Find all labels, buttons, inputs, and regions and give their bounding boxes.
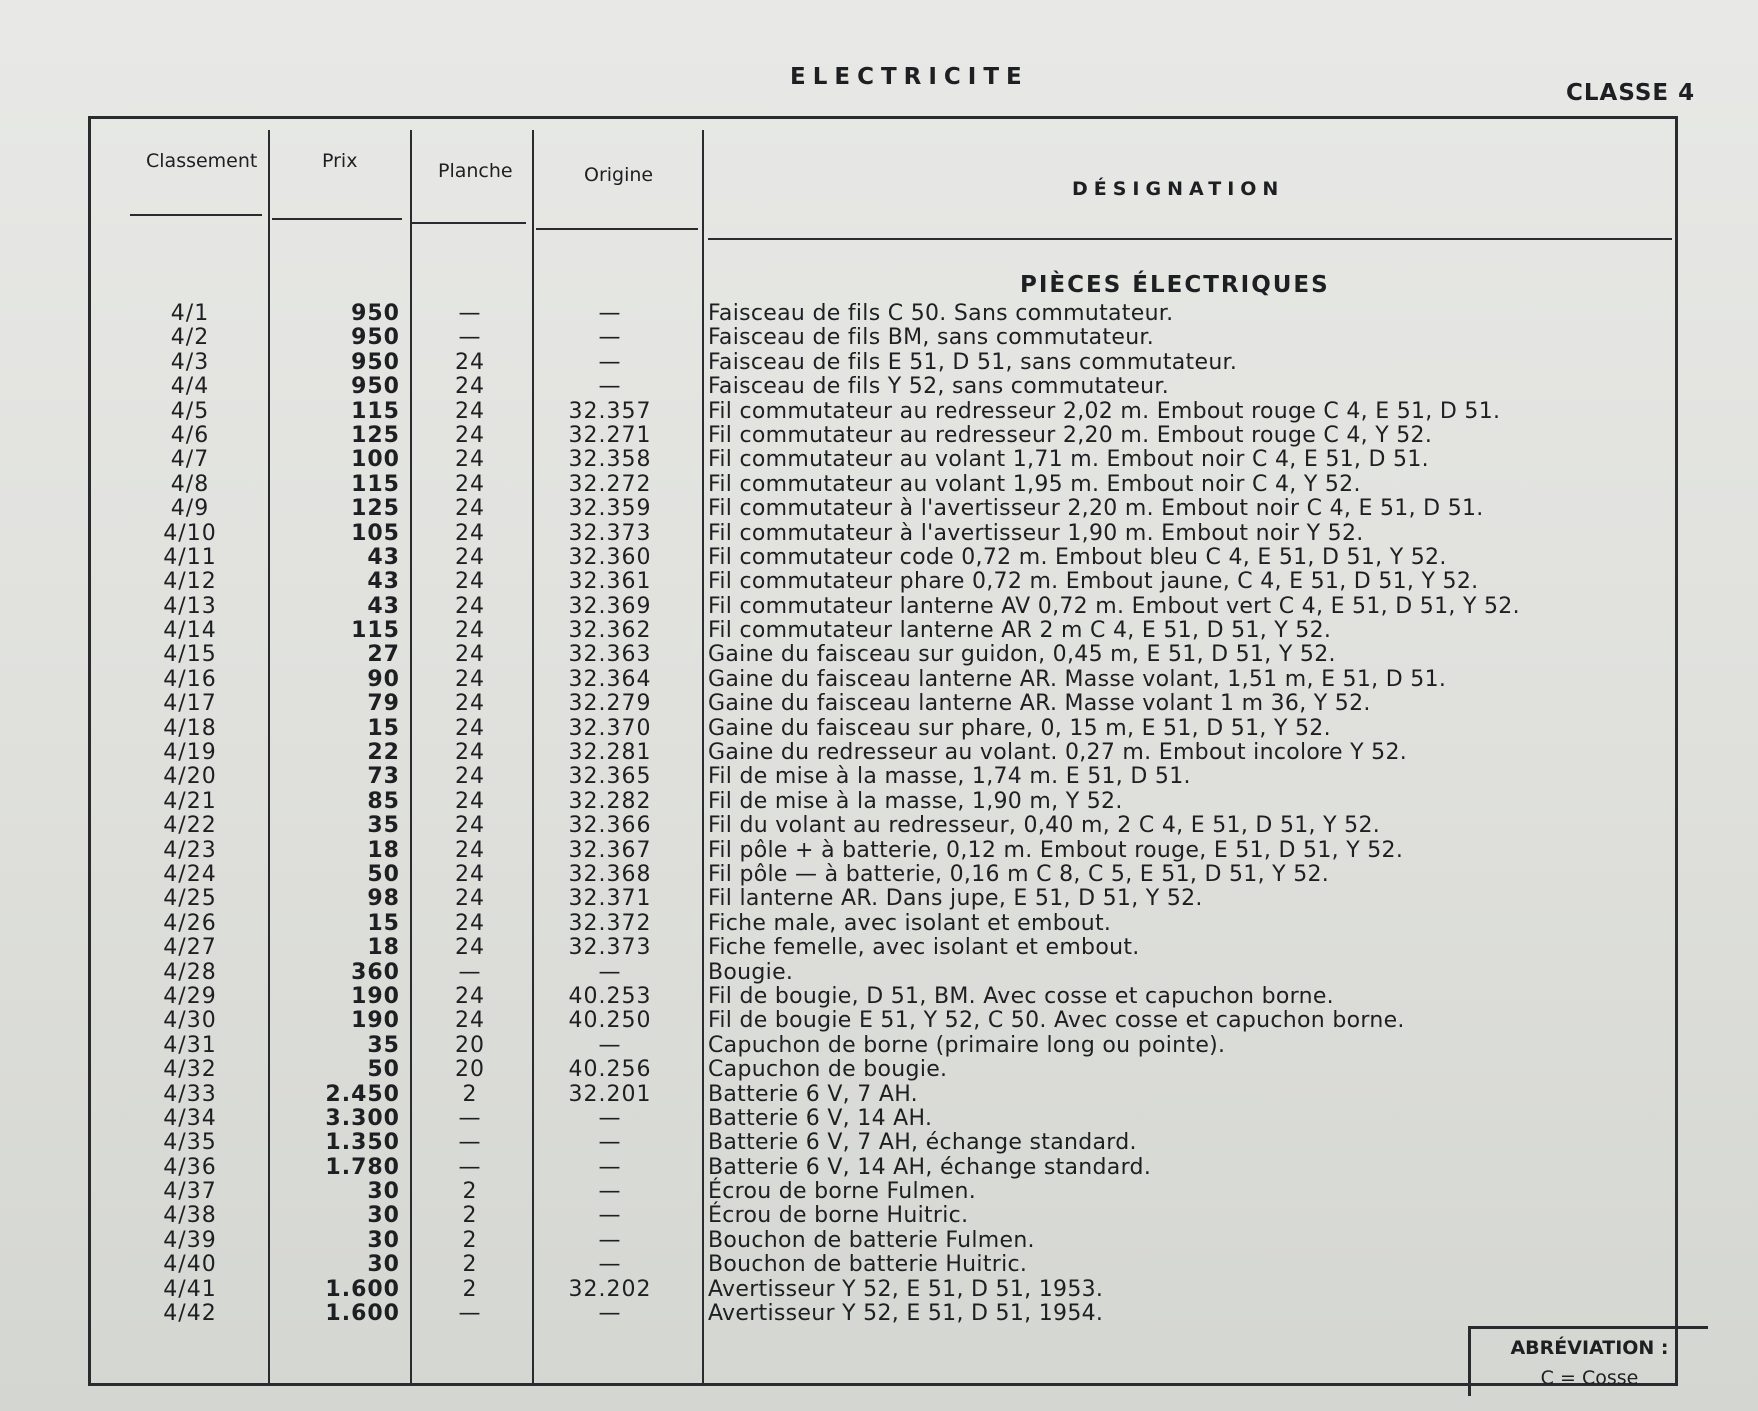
- row-classement: 4/41: [163, 1276, 217, 1302]
- row-prix: 85: [367, 788, 400, 814]
- row-planche: 24: [455, 593, 485, 619]
- row-prix: 15: [367, 910, 400, 936]
- row-planche: 24: [455, 691, 485, 717]
- table-row: [0, 522, 1758, 546]
- row-origine: 32.282: [568, 788, 652, 814]
- table-row: [0, 668, 1758, 692]
- row-designation: Capuchon de bougie.: [708, 1057, 948, 1083]
- row-planche: 24: [455, 935, 485, 961]
- row-prix: 190: [351, 1008, 400, 1034]
- row-origine: 32.358: [568, 447, 652, 473]
- row-prix: 79: [367, 691, 400, 717]
- row-classement: 4/38: [163, 1203, 217, 1229]
- row-prix: 22: [367, 740, 400, 766]
- row-classement: 4/8: [170, 471, 210, 497]
- row-prix: 115: [351, 618, 400, 644]
- row-classement: 4/31: [163, 1032, 217, 1058]
- table-row: [0, 1253, 1758, 1277]
- table-row: [0, 302, 1758, 326]
- row-classement: 4/33: [163, 1081, 217, 1107]
- row-designation: Fil du volant au redresseur, 0,40 m, 2 C 4, E 51, D 51, Y 52.: [708, 813, 1381, 839]
- row-origine: 32.373: [568, 935, 652, 961]
- row-origine: 32.362: [568, 618, 652, 644]
- row-origine: 32.371: [568, 886, 652, 912]
- row-designation: Batterie 6 V, 7 AH, échange standard.: [708, 1130, 1137, 1156]
- row-planche: 24: [455, 837, 485, 863]
- row-prix: 30: [367, 1252, 400, 1278]
- row-designation: Gaine du faisceau lanterne AR. Masse volant 1 m 36, Y 52.: [708, 691, 1371, 717]
- row-classement: 4/13: [163, 593, 217, 619]
- row-designation: Fil de mise à la masse, 1,90 m, Y 52.: [708, 788, 1123, 814]
- row-designation: Écrou de borne Fulmen.: [708, 1179, 977, 1205]
- table-row: [0, 326, 1758, 350]
- row-origine: 32.272: [568, 471, 652, 497]
- abbreviation-text: C = Cosse: [1540, 1367, 1639, 1389]
- row-classement: 4/21: [163, 788, 217, 814]
- row-prix: 1.600: [325, 1301, 400, 1327]
- header-designation: DÉSIGNATION: [1072, 178, 1285, 200]
- row-prix: 190: [351, 983, 400, 1009]
- row-origine: —: [598, 1154, 622, 1180]
- row-designation: Faisceau de fils Y 52, sans commutateur.: [708, 374, 1170, 400]
- row-classement: 4/42: [163, 1301, 217, 1327]
- row-designation: Fil de bougie E 51, Y 52, C 50. Avec cosse et capuchon borne.: [708, 1008, 1405, 1034]
- row-classement: 4/30: [163, 1008, 217, 1034]
- table-row: [0, 814, 1758, 838]
- row-designation: Batterie 6 V, 7 AH.: [708, 1081, 918, 1107]
- row-prix: 950: [351, 374, 400, 400]
- row-planche: 24: [455, 715, 485, 741]
- table-row: [0, 936, 1758, 960]
- table-row: [0, 1156, 1758, 1180]
- row-prix: 35: [367, 813, 400, 839]
- row-planche: 20: [455, 1032, 485, 1058]
- row-designation: Fil pôle + à batterie, 0,12 m. Embout rouge, E 51, D 51, Y 52.: [708, 837, 1404, 863]
- row-prix: 950: [351, 349, 400, 375]
- row-planche: 24: [455, 398, 485, 424]
- row-designation: Batterie 6 V, 14 AH.: [708, 1105, 933, 1131]
- row-planche: 20: [455, 1057, 485, 1083]
- row-designation: Fil lanterne AR. Dans jupe, E 51, D 51, Y 52.: [708, 886, 1203, 912]
- table-row: [0, 863, 1758, 887]
- row-origine: —: [598, 959, 622, 985]
- row-planche: 24: [455, 740, 485, 766]
- row-classement: 4/22: [163, 813, 217, 839]
- row-prix: 1.780: [325, 1154, 400, 1180]
- row-classement: 4/15: [163, 642, 217, 668]
- table-row: [0, 619, 1758, 643]
- row-classement: 4/12: [163, 569, 217, 595]
- row-origine: 32.373: [568, 520, 652, 546]
- row-origine: —: [598, 1130, 622, 1156]
- row-planche: 2: [462, 1179, 478, 1205]
- row-designation: Bougie.: [708, 959, 794, 985]
- row-classement: 4/19: [163, 740, 217, 766]
- row-designation: Gaine du redresseur au volant. 0,27 m. Embout incolore Y 52.: [708, 740, 1408, 766]
- row-prix: 950: [351, 325, 400, 351]
- row-planche: 24: [455, 520, 485, 546]
- row-origine: 32.363: [568, 642, 652, 668]
- row-origine: 32.201: [568, 1081, 652, 1107]
- header-planche: Planche: [438, 160, 513, 182]
- row-designation: Fil commutateur au redresseur 2,02 m. Embout rouge C 4, E 51, D 51.: [708, 398, 1501, 424]
- row-planche: 24: [455, 886, 485, 912]
- row-designation: Faisceau de fils E 51, D 51, sans commutateur.: [708, 349, 1238, 375]
- header-rule: [412, 222, 526, 224]
- row-designation: Fil commutateur à l'avertisseur 2,20 m. Embout noir C 4, E 51, D 51.: [708, 496, 1484, 522]
- row-classement: 4/6: [170, 422, 210, 448]
- row-origine: 32.368: [568, 861, 652, 887]
- row-planche: 24: [455, 544, 485, 570]
- row-planche: 2: [462, 1227, 478, 1253]
- row-designation: Avertisseur Y 52, E 51, D 51, 1954.: [708, 1301, 1104, 1327]
- row-classement: 4/17: [163, 691, 217, 717]
- row-prix: 18: [367, 837, 400, 863]
- row-designation: Fil pôle — à batterie, 0,16 m C 8, C 5, E 51, D 51, Y 52.: [708, 861, 1330, 887]
- row-classement: 4/36: [163, 1154, 217, 1180]
- row-origine: 32.372: [568, 910, 652, 936]
- row-classement: 4/27: [163, 935, 217, 961]
- row-planche: —: [458, 959, 482, 985]
- row-planche: 24: [455, 471, 485, 497]
- row-origine: —: [598, 1227, 622, 1253]
- row-designation: Fiche male, avec isolant et embout.: [708, 910, 1112, 936]
- row-origine: 40.256: [568, 1057, 652, 1083]
- row-classement: 4/26: [163, 910, 217, 936]
- row-planche: —: [458, 1301, 482, 1327]
- row-prix: 43: [367, 544, 400, 570]
- row-origine: 32.357: [568, 398, 652, 424]
- table-row: [0, 473, 1758, 497]
- row-classement: 4/29: [163, 983, 217, 1009]
- row-origine: —: [598, 1105, 622, 1131]
- row-planche: 24: [455, 1008, 485, 1034]
- row-designation: Fil de bougie, D 51, BM. Avec cosse et capuchon borne.: [708, 983, 1334, 1009]
- table-row: [0, 887, 1758, 911]
- row-prix: 115: [351, 398, 400, 424]
- row-origine: 32.279: [568, 691, 652, 717]
- row-prix: 2.450: [325, 1081, 400, 1107]
- row-origine: 32.369: [568, 593, 652, 619]
- row-origine: —: [598, 374, 622, 400]
- table-row: [0, 1278, 1758, 1302]
- row-designation: Fil commutateur phare 0,72 m. Embout jaune, C 4, E 51, D 51, Y 52.: [708, 569, 1479, 595]
- table-row: [0, 1204, 1758, 1228]
- page-title: ELECTRICITE: [790, 64, 1029, 90]
- row-prix: 1.350: [325, 1130, 400, 1156]
- row-designation: Écrou de borne Huitric.: [708, 1203, 969, 1229]
- row-planche: 24: [455, 813, 485, 839]
- row-planche: —: [458, 1130, 482, 1156]
- table-row: [0, 1009, 1758, 1033]
- row-origine: —: [598, 1301, 622, 1327]
- table-row: [0, 1083, 1758, 1107]
- row-prix: 50: [367, 861, 400, 887]
- table-row: [0, 595, 1758, 619]
- row-designation: Gaine du faisceau sur phare, 0, 15 m, E 51, D 51, Y 52.: [708, 715, 1331, 741]
- row-classement: 4/40: [163, 1252, 217, 1278]
- row-designation: Avertisseur Y 52, E 51, D 51, 1953.: [708, 1276, 1104, 1302]
- table-row: [0, 351, 1758, 375]
- row-designation: Fil de mise à la masse, 1,74 m. E 51, D 51.: [708, 764, 1191, 790]
- row-prix: 18: [367, 935, 400, 961]
- row-prix: 950: [351, 301, 400, 326]
- row-designation: Batterie 6 V, 14 AH, échange standard.: [708, 1154, 1152, 1180]
- row-classement: 4/2: [170, 325, 210, 351]
- row-planche: —: [458, 301, 482, 326]
- header-classement: Classement: [146, 150, 258, 172]
- row-planche: 24: [455, 374, 485, 400]
- row-planche: 24: [455, 569, 485, 595]
- row-planche: 2: [462, 1081, 478, 1107]
- row-prix: 105: [351, 520, 400, 546]
- row-designation: Fil commutateur lanterne AR 2 m C 4, E 51, D 51, Y 52.: [708, 618, 1332, 644]
- row-origine: —: [598, 1203, 622, 1229]
- row-designation: Faisceau de fils BM, sans commutateur.: [708, 325, 1155, 351]
- table-row: [0, 692, 1758, 716]
- row-planche: —: [458, 1105, 482, 1131]
- row-origine: 32.370: [568, 715, 652, 741]
- row-origine: —: [598, 1179, 622, 1205]
- table-row: [0, 643, 1758, 667]
- table-row: [0, 1107, 1758, 1131]
- row-classement: 4/20: [163, 764, 217, 790]
- row-prix: 360: [351, 959, 400, 985]
- row-prix: 35: [367, 1032, 400, 1058]
- table-row: [0, 741, 1758, 765]
- row-classement: 4/16: [163, 666, 217, 692]
- row-origine: 32.365: [568, 764, 652, 790]
- row-designation: Faisceau de fils C 50. Sans commutateur.: [708, 301, 1174, 326]
- table-row: [0, 1034, 1758, 1058]
- row-prix: 43: [367, 569, 400, 595]
- row-classement: 4/28: [163, 959, 217, 985]
- table-row: [0, 1131, 1758, 1155]
- row-origine: 32.361: [568, 569, 652, 595]
- row-classement: 4/25: [163, 886, 217, 912]
- row-designation: Gaine du faisceau sur guidon, 0,45 m, E 51, D 51, Y 52.: [708, 642, 1336, 668]
- table-row: [0, 1058, 1758, 1082]
- table-row: [0, 570, 1758, 594]
- table-row: [0, 765, 1758, 789]
- row-prix: 3.300: [325, 1105, 400, 1131]
- row-prix: 90: [367, 666, 400, 692]
- row-prix: 43: [367, 593, 400, 619]
- row-planche: 24: [455, 666, 485, 692]
- row-classement: 4/7: [170, 447, 210, 473]
- row-prix: 30: [367, 1227, 400, 1253]
- row-classement: 4/32: [163, 1057, 217, 1083]
- row-designation: Fil commutateur au volant 1,71 m. Embout noir C 4, E 51, D 51.: [708, 447, 1429, 473]
- row-designation: Fil commutateur code 0,72 m. Embout bleu C 4, E 51, D 51, Y 52.: [708, 544, 1447, 570]
- row-planche: 24: [455, 983, 485, 1009]
- row-prix: 50: [367, 1057, 400, 1083]
- row-classement: 4/18: [163, 715, 217, 741]
- row-designation: Fil commutateur au volant 1,95 m. Embout noir C 4, Y 52.: [708, 471, 1361, 497]
- row-classement: 4/11: [163, 544, 217, 570]
- row-prix: 30: [367, 1203, 400, 1229]
- abbreviation-title: ABRÉVIATION :: [1510, 1337, 1669, 1359]
- header-rule: [272, 218, 402, 220]
- header-prix: Prix: [322, 150, 358, 172]
- row-designation: Fil commutateur au redresseur 2,20 m. Embout rouge C 4, Y 52.: [708, 422, 1433, 448]
- row-classement: 4/3: [170, 349, 210, 375]
- class-label: CLASSE 4: [1566, 80, 1696, 106]
- row-classement: 4/34: [163, 1105, 217, 1131]
- parts-list: [0, 302, 1758, 1326]
- row-classement: 4/23: [163, 837, 217, 863]
- row-planche: 24: [455, 349, 485, 375]
- row-prix: 15: [367, 715, 400, 741]
- header-rule: [130, 214, 262, 216]
- row-prix: 27: [367, 642, 400, 668]
- row-origine: 32.367: [568, 837, 652, 863]
- header-origine: Origine: [584, 164, 654, 186]
- row-planche: 24: [455, 618, 485, 644]
- table-row: [0, 375, 1758, 399]
- row-origine: 32.281: [568, 740, 652, 766]
- row-classement: 4/14: [163, 618, 217, 644]
- table-row: [0, 1180, 1758, 1204]
- row-planche: 24: [455, 642, 485, 668]
- row-prix: 1.600: [325, 1276, 400, 1302]
- row-planche: 2: [462, 1276, 478, 1302]
- row-designation: Gaine du faisceau lanterne AR. Masse volant, 1,51 m, E 51, D 51.: [708, 666, 1447, 692]
- row-classement: 4/10: [163, 520, 217, 546]
- table-row: [0, 424, 1758, 448]
- table-row: [0, 448, 1758, 472]
- table-row: [0, 912, 1758, 936]
- row-classement: 4/37: [163, 1179, 217, 1205]
- row-planche: 24: [455, 764, 485, 790]
- row-designation: Bouchon de batterie Fulmen.: [708, 1227, 1035, 1253]
- row-planche: 2: [462, 1203, 478, 1229]
- abbreviation-box: [1468, 1326, 1708, 1396]
- row-prix: 125: [351, 422, 400, 448]
- row-classement: 4/5: [170, 398, 210, 424]
- row-prix: 115: [351, 471, 400, 497]
- row-prix: 73: [367, 764, 400, 790]
- row-origine: —: [598, 1032, 622, 1058]
- table-row: [0, 790, 1758, 814]
- row-origine: 32.202: [568, 1276, 652, 1302]
- row-planche: 2: [462, 1252, 478, 1278]
- table-row: [0, 717, 1758, 741]
- row-origine: —: [598, 301, 622, 326]
- row-planche: —: [458, 1154, 482, 1180]
- row-planche: 24: [455, 496, 485, 522]
- table-row: [0, 1229, 1758, 1253]
- row-classement: 4/39: [163, 1227, 217, 1253]
- header-rule: [536, 228, 698, 230]
- row-planche: 24: [455, 447, 485, 473]
- row-origine: 40.250: [568, 1008, 652, 1034]
- row-planche: 24: [455, 788, 485, 814]
- row-designation: Fil commutateur lanterne AV 0,72 m. Embout vert C 4, E 51, D 51, Y 52.: [708, 593, 1520, 619]
- row-prix: 125: [351, 496, 400, 522]
- row-classement: 4/35: [163, 1130, 217, 1156]
- row-planche: 24: [455, 861, 485, 887]
- row-prix: 100: [351, 447, 400, 473]
- table-row: [0, 985, 1758, 1009]
- table-row: [0, 546, 1758, 570]
- row-origine: —: [598, 1252, 622, 1278]
- row-prix: 98: [367, 886, 400, 912]
- row-planche: 24: [455, 422, 485, 448]
- row-origine: 32.271: [568, 422, 652, 448]
- header-rule: [708, 238, 1672, 240]
- row-classement: 4/9: [170, 496, 210, 522]
- row-designation: Fiche femelle, avec isolant et embout.: [708, 935, 1140, 961]
- row-planche: 24: [455, 910, 485, 936]
- row-classement: 4/1: [170, 301, 210, 326]
- row-classement: 4/24: [163, 861, 217, 887]
- row-origine: —: [598, 325, 622, 351]
- row-designation: Fil commutateur à l'avertisseur 1,90 m. Embout noir Y 52.: [708, 520, 1364, 546]
- row-origine: 32.359: [568, 496, 652, 522]
- table-row: [0, 1302, 1758, 1326]
- table-row: [0, 839, 1758, 863]
- row-classement: 4/4: [170, 374, 210, 400]
- row-origine: —: [598, 349, 622, 375]
- section-title: PIÈCES ÉLECTRIQUES: [1020, 272, 1330, 298]
- row-designation: Bouchon de batterie Huitric.: [708, 1252, 1028, 1278]
- row-origine: 32.360: [568, 544, 652, 570]
- row-origine: 32.364: [568, 666, 652, 692]
- table-row: [0, 961, 1758, 985]
- table-row: [0, 497, 1758, 521]
- row-designation: Capuchon de borne (primaire long ou pointe).: [708, 1032, 1226, 1058]
- row-planche: —: [458, 325, 482, 351]
- row-origine: 32.366: [568, 813, 652, 839]
- row-prix: 30: [367, 1179, 400, 1205]
- row-origine: 40.253: [568, 983, 652, 1009]
- table-row: [0, 400, 1758, 424]
